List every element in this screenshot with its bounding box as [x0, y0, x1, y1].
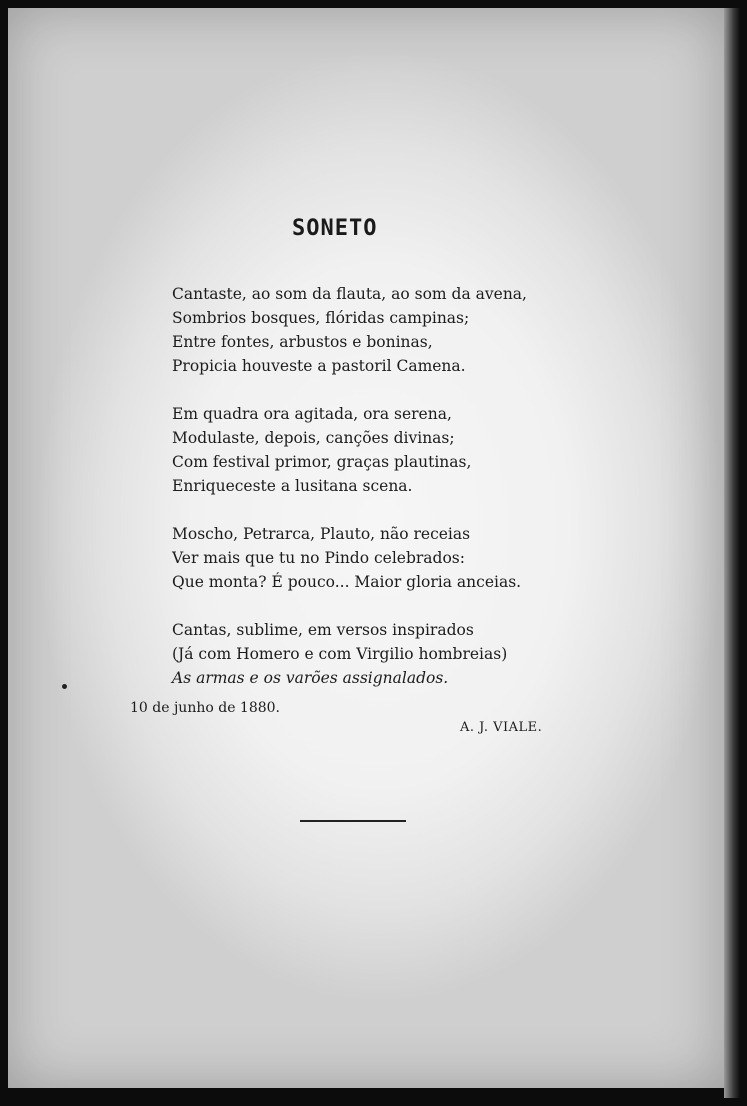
poem-line: Cantas, sublime, em versos inspirados [172, 621, 474, 639]
stanza-4 [172, 618, 527, 690]
ink-speck [62, 684, 67, 689]
poem-line: Cantaste, ao som da flauta, ao som da avena, [172, 285, 527, 303]
poem-line: Ver mais que tu no Pindo celebrados: [172, 549, 465, 567]
poem-line: Moscho, Petrarca, Plauto, não receias [172, 525, 471, 543]
stanza-1 [172, 282, 527, 378]
poem-line: Propicia houveste a pastoril Camena. [172, 357, 466, 375]
poem-line: Entre fontes, arbustos e boninas, [172, 333, 433, 351]
poem-body [172, 282, 527, 714]
poem-author: A. J. VIALE. [460, 720, 543, 735]
poem-line-italic: As armas e os varões assignalados. [172, 669, 449, 687]
poem-line: Com festival primor, graças plautinas, [172, 453, 472, 471]
poem-line: Enriqueceste a lusitana scena. [172, 477, 413, 495]
poem-line: Que monta? É pouco... Maior gloria anceias. [172, 573, 522, 591]
page-edge-shadow [724, 8, 740, 1098]
poem-line: Sombrios bosques, flóridas campinas; [172, 309, 470, 327]
stanza-3 [172, 522, 527, 594]
poem-line: Em quadra ora agitada, ora serena, [172, 405, 452, 423]
poem-line: Modulaste, depois, canções divinas; [172, 429, 455, 447]
poem-title: SONETO [292, 216, 378, 241]
poem-line: (Já com Homero e com Virgilio hombreias) [172, 645, 508, 663]
poem-date: 10 de junho de 1880. [130, 700, 281, 716]
closing-rule [300, 820, 406, 822]
stanza-2 [172, 402, 527, 498]
